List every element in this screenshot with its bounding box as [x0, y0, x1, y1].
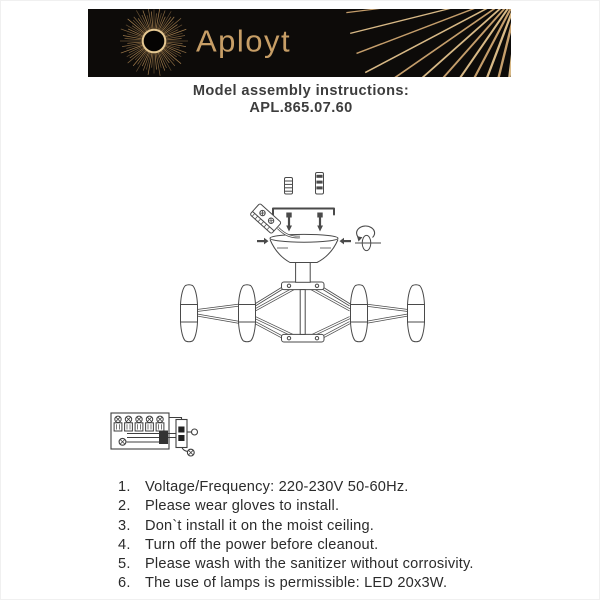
brand-banner — [88, 9, 511, 77]
item-text: The use of lamps is permissible: LED 20x3W. — [145, 575, 448, 592]
item-number: 5. — [118, 556, 131, 573]
list-item — [118, 517, 474, 536]
item-text: Turn off the power before cleanout. — [145, 536, 379, 553]
lamp-shade-icon — [351, 285, 368, 342]
list-item — [118, 497, 474, 516]
lamp-shade-icon — [239, 285, 256, 342]
list-item — [118, 536, 474, 555]
bottom-screw-terminal-icon — [119, 438, 126, 445]
instruction-list — [118, 478, 474, 594]
item-text: Don`t install it on the moist ceiling. — [145, 517, 375, 534]
item-number: 2. — [118, 498, 131, 515]
item-number: 3. — [118, 517, 131, 534]
list-item — [118, 574, 474, 593]
stem-icon — [296, 263, 311, 283]
screw-terminal-icon — [146, 416, 154, 431]
item-text: Voltage/Frequency: 220-230V 50-60Hz. — [145, 479, 409, 495]
list-item — [118, 478, 474, 497]
wall-anchor-icons — [285, 173, 324, 195]
item-text: Please wear gloves to install. — [145, 498, 340, 515]
connector-icon — [176, 420, 187, 448]
assembly-diagram — [141, 159, 461, 359]
lamp-shade-icon — [408, 285, 425, 342]
list-item — [118, 555, 474, 574]
model-number: APL.865.07.60 — [249, 100, 353, 116]
gold-rays-icon — [88, 9, 511, 77]
item-text: Please wash with the sanitizer without corrosivity. — [145, 556, 474, 573]
lamp-shade-icon — [181, 285, 198, 342]
wiring-diagram — [99, 405, 211, 467]
screw-terminal-icon — [156, 416, 164, 431]
item-number: 6. — [118, 575, 131, 592]
screw-icons — [286, 213, 323, 232]
ground-screw-icon — [187, 449, 194, 456]
item-number: 4. — [118, 536, 131, 553]
ring-terminal-icon — [192, 429, 198, 435]
screw-terminal-icon — [135, 416, 143, 431]
screw-terminal-icon — [114, 416, 122, 431]
center-column — [300, 290, 305, 335]
screw-terminal-icon — [125, 416, 133, 431]
page-title: Model assembly instructions: — [192, 83, 410, 99]
cable-clamp-icon — [159, 431, 168, 445]
mounting-bracket-icon — [273, 209, 334, 215]
canopy-bowl-icon — [270, 234, 338, 262]
brand-name: Aployt — [196, 23, 292, 59]
set-screw-rotation-icon — [355, 226, 381, 251]
item-number: 1. — [118, 479, 131, 495]
